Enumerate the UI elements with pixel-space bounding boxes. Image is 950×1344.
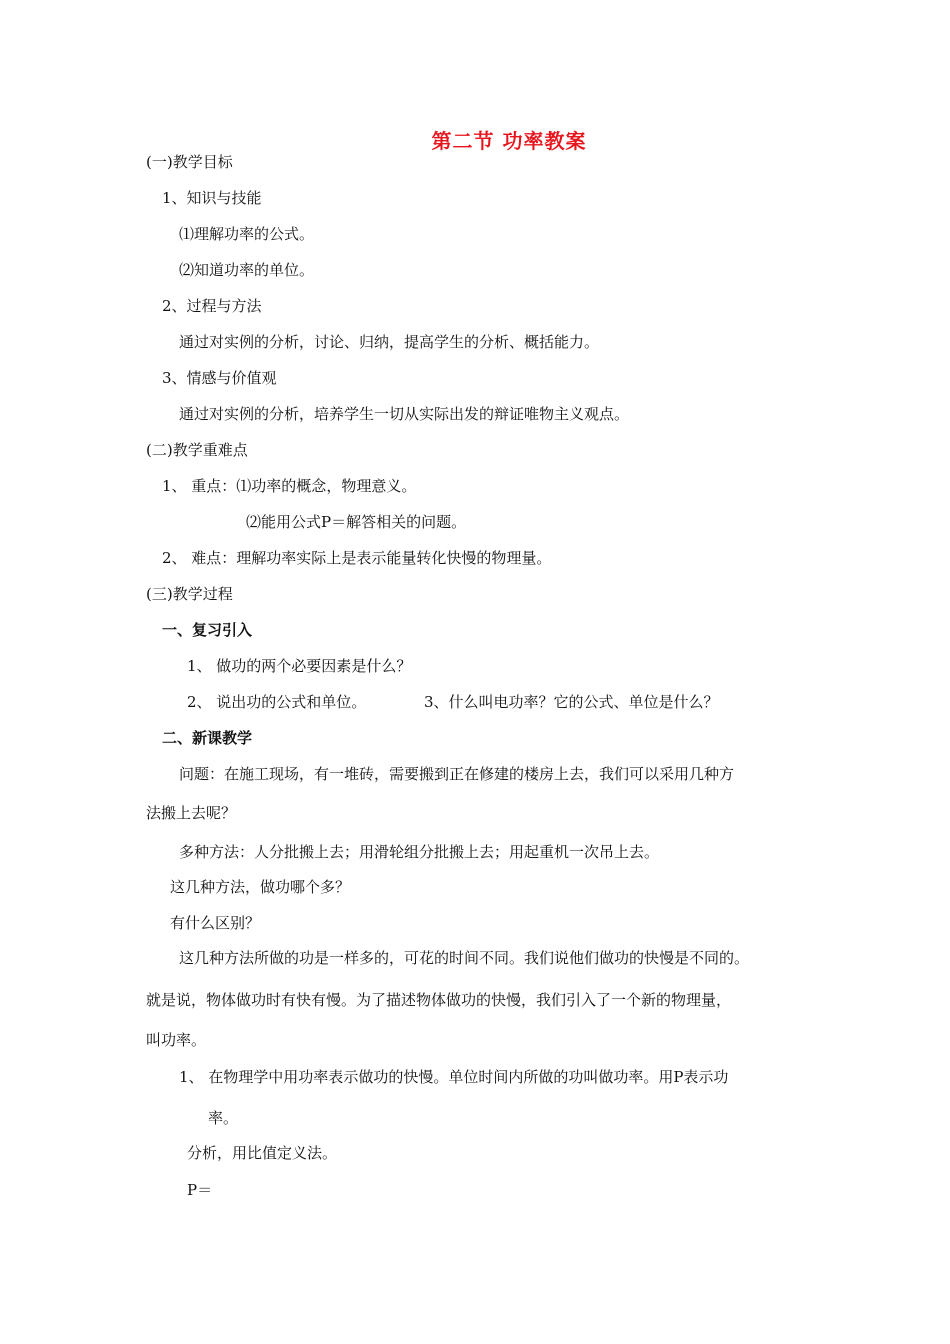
key-point-item: 1、 重点：⑴功率的概念，物理意义。 — [162, 477, 417, 495]
subheading-values: 3、情感与价值观 — [162, 369, 277, 387]
key-point-item: ⑵能用公式P＝解答相关的问题。 — [246, 513, 467, 531]
paragraph: 通过对实例的分析，讨论、归纳，提高学生的分析、概括能力。 — [179, 333, 600, 351]
paragraph: 通过对实例的分析，培养学生一切从实际出发的辩证唯物主义观点。 — [179, 405, 630, 423]
document-title: 第二节 功率教案 — [431, 129, 587, 153]
review-question: 2、 说出功的公式和单位。 — [187, 693, 367, 711]
objective-item: ⑴理解功率的公式。 — [179, 225, 315, 243]
paragraph: 法搬上去呢？ — [146, 804, 237, 822]
paragraph: 这几种方法，做功哪个多？ — [170, 878, 351, 896]
paragraph: 叫功率。 — [146, 1031, 207, 1049]
section-heading-objectives: (一)教学目标 — [146, 153, 233, 171]
heading-review: 一、复习引入 — [162, 621, 253, 639]
paragraph: 就是说，物体做功时有快有慢。为了描述物体做功的快慢，我们引入了一个新的物理量， — [146, 991, 732, 1009]
paragraph: 问题：在施工现场，有一堆砖，需要搬到正在修建的楼房上去，我们可以采用几种方 — [179, 765, 735, 783]
objective-item: ⑵知道功率的单位。 — [179, 261, 315, 279]
definition-item: 1、 在物理学中用功率表示做功的快慢。单位时间内所做的功叫做功率。用P表示功 — [179, 1068, 729, 1086]
formula: P＝ — [187, 1181, 213, 1199]
paragraph: 这几种方法所做的功是一样多的，可花的时间不同。我们说他们做功的快慢是不同的。 — [179, 949, 750, 967]
subheading-knowledge-skills: 1、知识与技能 — [162, 189, 262, 207]
heading-new-lesson: 二、新课教学 — [162, 729, 253, 747]
section-heading-process: (三)教学过程 — [146, 585, 233, 603]
definition-item: 率。 — [208, 1109, 239, 1127]
section-heading-key-points: (二)教学重难点 — [146, 441, 248, 459]
review-question: 1、 做功的两个必要因素是什么？ — [187, 657, 412, 675]
paragraph: 多种方法：人分批搬上去；用滑轮组分批搬上去；用起重机一次吊上去。 — [179, 843, 660, 861]
paragraph: 有什么区别？ — [170, 914, 261, 932]
difficulty-item: 2、 难点：理解功率实际上是表示能量转化快慢的物理量。 — [162, 549, 552, 567]
review-question: 3、什么叫电功率？它的公式、单位是什么？ — [424, 693, 719, 711]
subheading-process-method: 2、过程与方法 — [162, 297, 262, 315]
paragraph: 分析，用比值定义法。 — [187, 1144, 338, 1162]
